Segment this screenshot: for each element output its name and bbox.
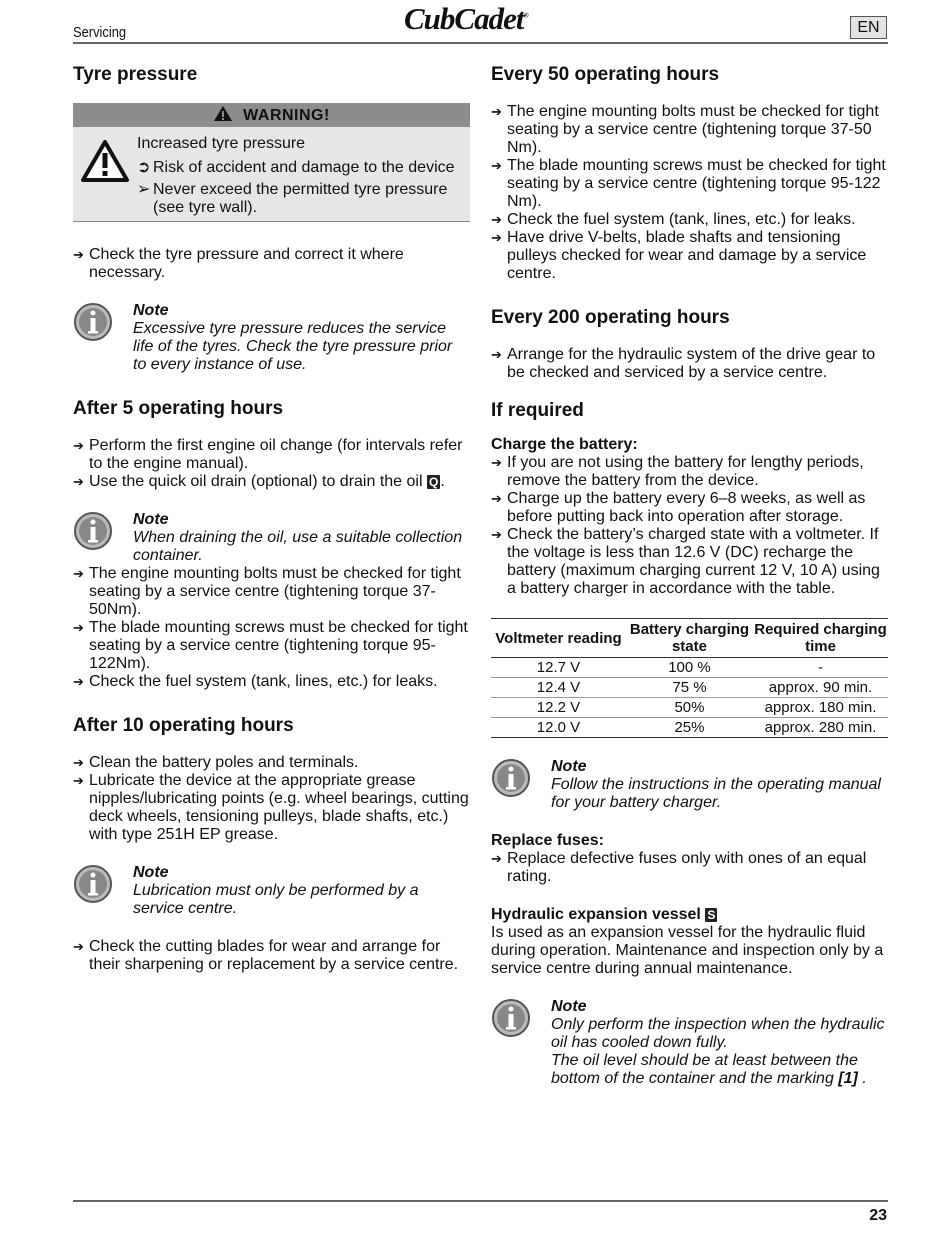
note-block	[73, 511, 470, 565]
arrow-icon: ➔	[491, 158, 502, 173]
cub-cadet-logo	[404, 1, 528, 37]
warning-small-icon	[213, 105, 233, 122]
list-item	[73, 619, 470, 673]
arrow-icon: ➔	[491, 527, 502, 542]
list-item	[73, 437, 470, 473]
warning-triangle-icon	[80, 139, 130, 183]
arrow-icon: ➔	[491, 347, 502, 362]
label-q-badge: Q	[428, 475, 439, 489]
list-item	[73, 754, 470, 772]
note-text: Lubrication must only be performed by a service centre.	[133, 882, 419, 917]
period: .	[862, 1070, 867, 1087]
table-cell: 12.4 V	[491, 678, 626, 698]
list-item	[73, 772, 470, 844]
after-10-hours-heading: After 10 operating hours	[73, 715, 294, 736]
table-cell: approx. 90 min.	[753, 678, 888, 698]
charge-battery-heading: Charge the battery:	[491, 436, 638, 453]
note-text: Excessive tyre pressure reduces the service life of the tyres. Check the tyre pressure prior to every instance of use.	[133, 320, 453, 373]
table-cell: 100 %	[626, 658, 753, 678]
action-arrow-icon: ➢	[137, 181, 151, 198]
arrow-icon: ➔	[73, 247, 84, 262]
if-required-heading: If required	[491, 400, 584, 421]
note-text: Only perform the inspection when the hydraulic oil has cooled down fully.	[551, 1016, 885, 1051]
language-badge: EN	[850, 16, 887, 39]
brand-text: CubCadet	[404, 1, 524, 36]
footer-rule	[73, 1200, 888, 1202]
table-cell: 12.2 V	[491, 698, 626, 718]
list-item-text: Check the fuel system (tank, lines, etc.) for leaks.	[507, 211, 856, 228]
table-cell: approx. 180 min.	[753, 698, 888, 718]
warning-box	[73, 103, 470, 222]
list-item-text: Clean the battery poles and terminals.	[89, 754, 359, 771]
table-header: Voltmeter reading	[491, 619, 626, 658]
arrow-icon: ➔	[73, 438, 84, 453]
list-item-text: Perform the first engine oil change (for intervals refer to the engine manual).	[89, 437, 463, 472]
arrow-icon: ➔	[73, 566, 84, 581]
info-icon	[491, 998, 531, 1038]
note-text	[551, 1052, 888, 1088]
every-200-hours-heading: Every 200 operating hours	[491, 307, 730, 328]
note-block	[491, 998, 888, 1088]
table-cell: 25%	[626, 718, 753, 738]
note-title: Note	[133, 864, 169, 881]
list-item-text: The blade mounting screws must be checked for tight seating by a service centre (tightening torque 95-122 Nm).	[507, 157, 886, 210]
hydraulic-vessel-heading-text: Hydraulic expansion vessel	[491, 906, 701, 923]
label-s-badge: S	[707, 908, 716, 922]
arrow-icon: ➔	[73, 755, 84, 770]
list-item-text: The engine mounting bolts must be checked for tight seating by a service centre (tightening torque 37-50Nm).	[89, 565, 461, 618]
list-item	[491, 850, 888, 886]
arrow-icon: ➔	[73, 773, 84, 788]
registered-mark: ®	[523, 11, 528, 20]
list-item-text: Lubricate the device at the appropriate grease nipples/lubricating points (e.g. wheel bearings, cutting deck wheels, tensioning pulleys, blade shafts, etc.) with type 251H EP grease.	[89, 772, 469, 843]
running-header-section: Servicing	[73, 24, 127, 41]
warning-title: Increased tyre pressure	[137, 135, 306, 152]
list-item	[491, 454, 888, 490]
list-item	[73, 473, 470, 491]
table-cell: approx. 280 min.	[753, 718, 888, 738]
list-item-text: If you are not using the battery for lengthy periods, remove the battery from the device.	[507, 454, 864, 489]
warning-action	[137, 181, 464, 217]
arrow-icon: ➔	[491, 851, 502, 866]
note-text-part: The oil level should be at least between the bottom of the container and the marking	[551, 1052, 858, 1087]
warning-action-text: Never exceed the permitted tyre pressure (see tyre wall).	[153, 181, 448, 216]
note-title: Note	[133, 511, 169, 528]
arrow-icon: ➔	[491, 455, 502, 470]
list-item	[73, 565, 470, 619]
arrow-icon: ➔	[73, 674, 84, 689]
page-number: 23	[869, 1207, 887, 1224]
table-header-row	[491, 619, 888, 658]
left-column	[73, 60, 470, 974]
note-text: When draining the oil, use a suitable collection container.	[133, 529, 463, 564]
every-50-hours-heading: Every 50 operating hours	[491, 64, 720, 85]
warning-body	[73, 127, 470, 221]
table-cell: 75 %	[626, 678, 753, 698]
list-item-text: Use the quick oil drain (optional) to drain the oil	[89, 473, 423, 490]
list-item	[491, 346, 888, 382]
table-row	[491, 658, 888, 678]
list-item-text: The blade mounting screws must be checked for tight seating by a service centre (tightening torque 95-122Nm).	[89, 619, 468, 672]
replace-fuses-heading: Replace fuses:	[491, 832, 604, 849]
note-block	[491, 758, 888, 812]
tyre-pressure-heading: Tyre pressure	[73, 64, 198, 85]
list-item	[491, 526, 888, 598]
table-row	[491, 718, 888, 738]
list-item-text: Check the battery’s charged state with a voltmeter. If the voltage is less than 12.6 V (DC) recharge the battery (maximum charging current 12 V, 10 A) using a battery charger in accordance with the table.	[507, 526, 880, 597]
info-icon	[491, 758, 531, 798]
warning-label: WARNING!	[243, 107, 330, 124]
hydraulic-vessel-heading	[491, 906, 888, 924]
list-item-text: Check the cutting blades for wear and arrange for their sharpening or replacement by a service centre.	[89, 938, 459, 973]
table-row	[491, 678, 888, 698]
table-cell: 12.7 V	[491, 658, 626, 678]
warning-risk-text: Risk of accident and damage to the device	[153, 159, 455, 176]
warning-header	[73, 103, 470, 127]
table-header: Battery charging state	[626, 619, 753, 658]
warning-risk	[137, 159, 464, 177]
right-column	[491, 60, 888, 1088]
arrow-icon: ➔	[491, 104, 502, 119]
note-title: Note	[551, 758, 587, 775]
list-item	[491, 157, 888, 211]
list-item	[491, 211, 888, 229]
list-item-text: Have drive V-belts, blade shafts and tensioning pulleys checked for wear and damage by a service centre.	[507, 229, 867, 282]
risk-arrow-icon: ➲	[137, 159, 151, 176]
list-item-text: Arrange for the hydraulic system of the drive gear to be checked and serviced by a service centre.	[507, 346, 876, 381]
arrow-icon: ➔	[491, 491, 502, 506]
note-block	[73, 864, 470, 918]
info-icon	[73, 864, 113, 904]
info-icon	[73, 511, 113, 551]
info-icon	[73, 302, 113, 342]
period: .	[440, 473, 445, 490]
list-item-text: Replace defective fuses only with ones of an equal rating.	[507, 850, 867, 885]
table-cell: -	[753, 658, 888, 678]
table-cell: 12.0 V	[491, 718, 626, 738]
arrow-icon: ➔	[73, 620, 84, 635]
list-item-text: Check the tyre pressure and correct it where necessary.	[89, 246, 404, 281]
list-item	[73, 673, 470, 691]
arrow-icon: ➔	[73, 939, 84, 954]
list-item-text: Check the fuel system (tank, lines, etc.) for leaks.	[89, 673, 438, 690]
hydraulic-vessel-text: Is used as an expansion vessel for the hydraulic fluid during operation. Maintenance and inspection only by a service centre during annual maintenance.	[491, 924, 884, 977]
list-item	[73, 246, 470, 282]
list-item	[73, 938, 470, 974]
note-block	[73, 302, 470, 374]
list-item	[491, 229, 888, 283]
arrow-icon: ➔	[491, 230, 502, 245]
table-header: Required charging time	[753, 619, 888, 658]
marker-reference: [1]	[838, 1070, 858, 1087]
charging-table	[491, 618, 888, 738]
header-rule	[73, 42, 888, 44]
table-cell: 50%	[626, 698, 753, 718]
arrow-icon: ➔	[73, 474, 84, 489]
list-item	[491, 103, 888, 157]
table-row	[491, 698, 888, 718]
note-title: Note	[551, 998, 587, 1015]
arrow-icon: ➔	[491, 212, 502, 227]
note-title: Note	[133, 302, 169, 319]
after-5-hours-heading: After 5 operating hours	[73, 398, 284, 419]
note-text: Follow the instructions in the operating manual for your battery charger.	[551, 776, 881, 811]
list-item	[491, 490, 888, 526]
list-item-text: The engine mounting bolts must be checked for tight seating by a service centre (tightening torque 37-50 Nm).	[507, 103, 879, 156]
list-item-text: Charge up the battery every 6–8 weeks, as well as before putting back into operation after storage.	[507, 490, 866, 525]
